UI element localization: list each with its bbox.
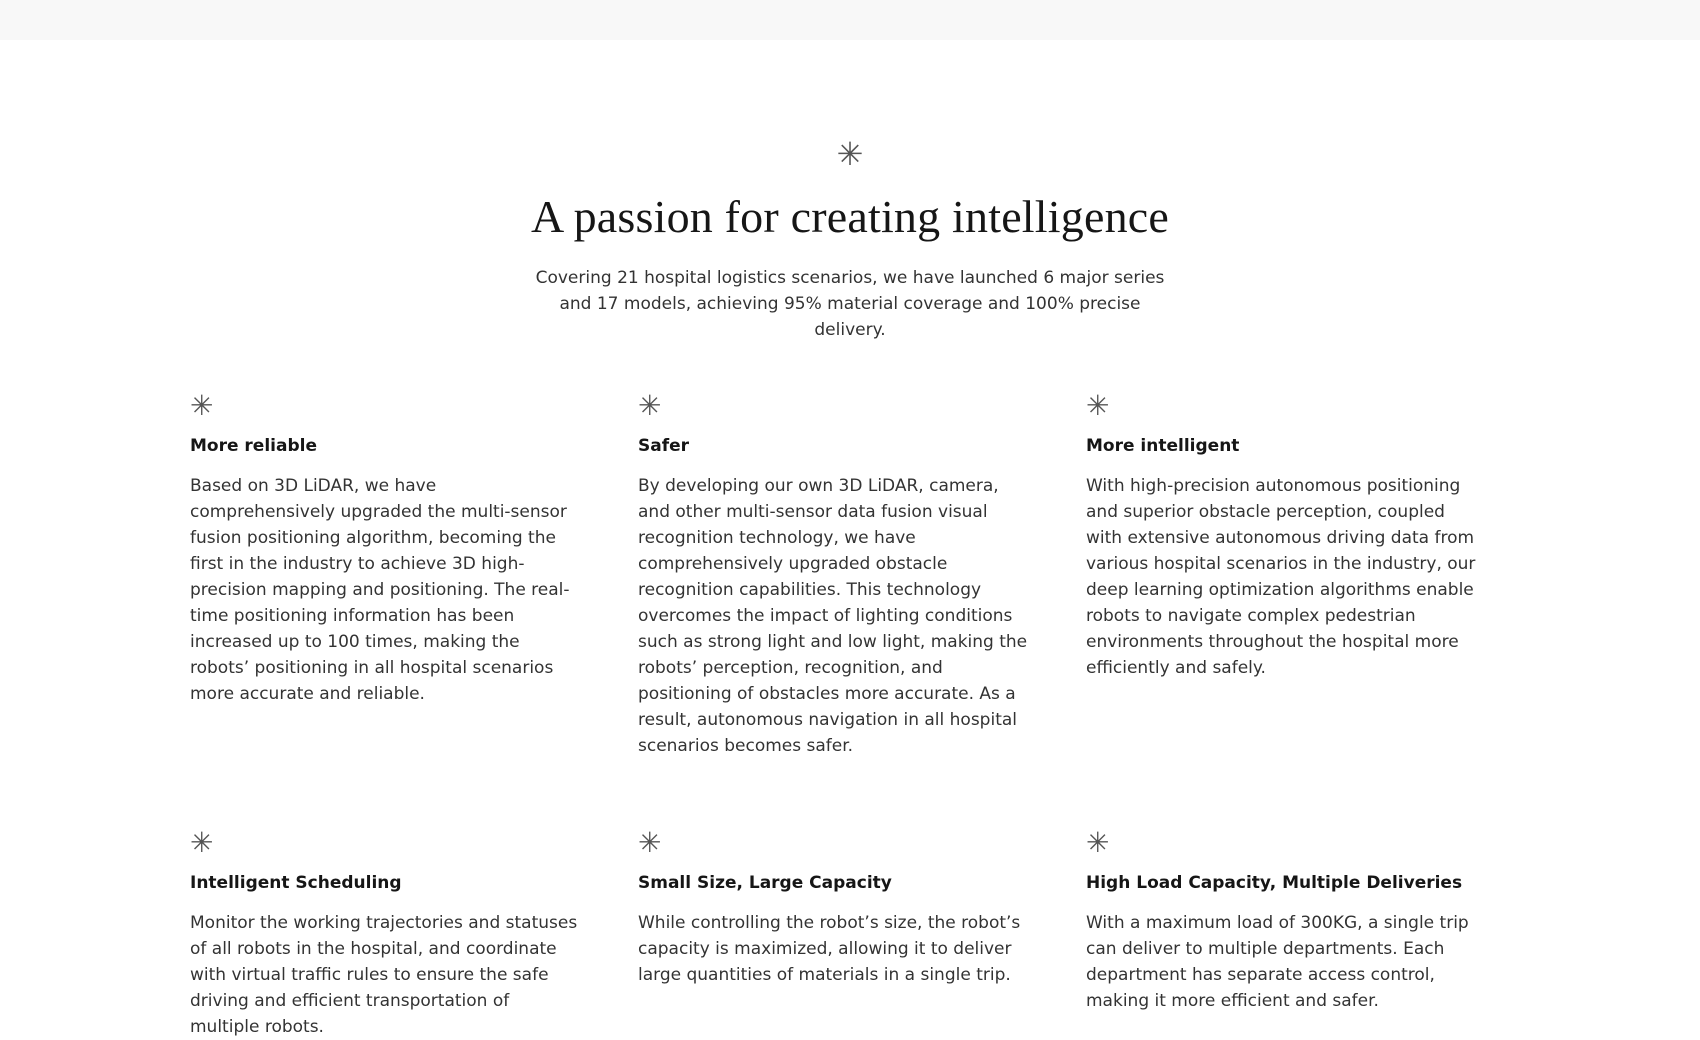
- asterisk-icon: ✳: [190, 389, 214, 422]
- hero-section: [0, 135, 1700, 343]
- feature-description: With high-precision autonomous positioning and superior obstacle perception, coupled with extensive autonomous driving data from various hospital scenarios in the industry, our deep learning optimization algorithms enable robots to navigate complex pedestrian environments throughout the hospital more efficiently and safely.: [1086, 476, 1476, 678]
- top-bar: [0, 0, 1700, 40]
- section-title: A passion for creating intelligence: [530, 191, 1170, 242]
- feature-title: More intelligent: [1086, 436, 1240, 456]
- feature-card-high-load: [1086, 826, 1476, 1040]
- asterisk-icon: ✳: [190, 826, 214, 859]
- asterisk-icon: ✳: [638, 389, 662, 422]
- asterisk-icon: ✳: [638, 826, 662, 859]
- features-grid: [190, 389, 1486, 1040]
- feature-description: Monitor the working trajectories and statuses of all robots in the hospital, and coordinate with virtual traffic rules to ensure the safe driving and efficient transportation of multiple robots.: [190, 913, 578, 1037]
- feature-title: High Load Capacity, Multiple Deliveries: [1086, 873, 1463, 893]
- feature-card-more-reliable: [190, 389, 580, 759]
- feature-description: By developing our own 3D LiDAR, camera, and other multi-sensor data fusion visual recognition technology, we have comprehensively upgraded obstacle recognition capabilities. This technology overcomes the impact of lighting conditions such as strong light and low light, making the robots’ perception, recognition, and positioning of obstacles more accurate. As a result, autonomous navigation in all hospital scenarios becomes safer.: [638, 476, 1028, 756]
- feature-description: Based on 3D LiDAR, we have comprehensively upgraded the multi-sensor fusion positioning algorithm, becoming the first in the industry to achieve 3D high-precision mapping and positioning. The real-time positioning information has been increased up to 100 times, making the robots’ positioning in all hospital scenarios more accurate and reliable.: [190, 476, 570, 704]
- feature-title: Intelligent Scheduling: [190, 873, 402, 893]
- feature-card-small-size: [638, 826, 1028, 1040]
- feature-title: Safer: [638, 436, 690, 456]
- feature-title: More reliable: [190, 436, 317, 456]
- section-subtitle: Covering 21 hospital logistics scenarios, we have launched 6 major series and 17 models, achieving 95% material coverage and 100% precise delivery.: [535, 268, 1165, 340]
- feature-description: While controlling the robot’s size, the robot’s capacity is maximized, allowing it to deliver large quantities of materials in a single trip.: [638, 913, 1021, 985]
- feature-card-safer: [638, 389, 1028, 759]
- feature-card-more-intelligent: [1086, 389, 1476, 759]
- feature-card-intelligent-scheduling: [190, 826, 580, 1040]
- feature-title: Small Size, Large Capacity: [638, 873, 892, 893]
- asterisk-icon: ✳: [1086, 826, 1110, 859]
- asterisk-icon: ✳: [836, 135, 864, 173]
- asterisk-icon: ✳: [1086, 389, 1110, 422]
- feature-description: With a maximum load of 300KG, a single trip can deliver to multiple departments. Each department has separate access control, making it more efficient and safer.: [1086, 913, 1469, 1011]
